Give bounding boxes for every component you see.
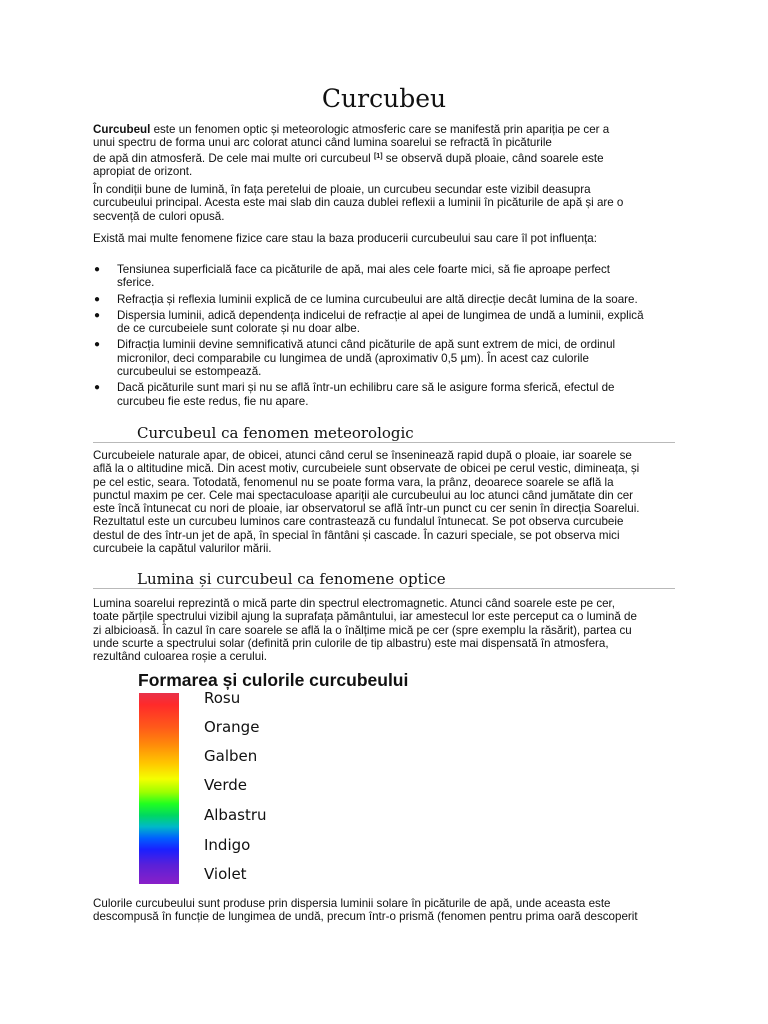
intro-paragraph-2 — [93, 183, 683, 223]
color-label-orange: Orange — [204, 718, 260, 736]
section-divider — [93, 588, 675, 589]
text-line: punctul maxim pe cer. Cele mai spectaculoase apariții ale curcubeului au loc atunci când jumătate din cer — [93, 488, 634, 502]
text-line: Curcubeiele naturale apar, de obicei, atunci când cerul se înseninează rapid după o ploaie, iar soarele se — [93, 449, 632, 462]
list-item: ● Refracția și reflexia luminii explică de ce lumina curcubeului are altă direcție decât lumina de la soare. — [94, 292, 638, 306]
text-line: curcubeie la capătul valurilor mării. — [93, 542, 272, 556]
list-item: ● Tensiunea superficială face ca picăturile de apă, mai ales cele foarte mici, să fie aproape perfect sferice. — [94, 263, 611, 290]
color-label-yellow: Galben — [204, 747, 258, 765]
color-label-blue: Albastru — [204, 806, 267, 824]
list-item: ● Dacă picăturile sunt mari și nu se află într-un echilibru care să le asigure forma sferică, efectul de curcubeu fie este redus, fie nu apare. — [94, 381, 615, 408]
bold-term: Curcubeul — [93, 123, 151, 136]
page-title: Curcubeu — [321, 84, 447, 113]
bullet-icon: ● — [94, 264, 101, 275]
text-line: În condiții bune de lumină, în fața peretelui de ploaie, un curcubeu secundar este vizibil deasupra — [93, 183, 591, 196]
text-line: Rezultatul este un curcubeu luminos care contrastează cu fundalul întunecat. Se pot observa curcubeie — [93, 515, 624, 529]
section-heading-optice: Lumina și curcubeul ca fenomene optice — [137, 570, 446, 588]
spectrum-bar — [139, 693, 179, 884]
text-line: află la o altitudine mică. Din acest motiv, curcubeiele sunt observate de obicei pe cerul vestic, dimineața, și — [93, 462, 640, 476]
text-line: este încă întunecat cu nori de ploaie, iar observatorul se află într-un punct cu cer senin în direcția Soarelui. — [93, 502, 640, 516]
reference-link[interactable]: [1] — [373, 152, 383, 160]
bullet-icon: ● — [94, 293, 101, 305]
intro-paragraph-1 — [93, 123, 683, 178]
bullet-icon: ● — [94, 339, 101, 351]
text-line: Lumina soarelui reprezintă o mică parte din spectrul electromagnetic. Atunci când soarele este pe cer, — [93, 597, 616, 610]
optice-paragraph — [93, 597, 683, 663]
text-line: rezultând culoarea roșie a cerului. — [93, 650, 268, 664]
text-line: unui spectru de forma unui arc colorat atunci când lumina soarelui se refractă în picăturile — [93, 136, 552, 150]
text-line: toate părțile spectrului vizibil ajung la suprafața pământului, iar amestecul lor este perceput ca o lumină de — [93, 610, 637, 624]
text-line: descompusă în funcție de lungimea de undă, precum într-o prismă (fenomen pentru prima oară descoperit — [93, 910, 638, 924]
bullet-icon: ● — [94, 382, 101, 394]
closing-paragraph — [93, 897, 683, 924]
meteorologic-paragraph — [93, 449, 683, 555]
color-label-red: Rosu — [204, 689, 241, 707]
text-line: zi albicioasă. În cazul în care soarele se află la o înălțime mică pe cer (spre exemplu la răsărit), partea cu — [93, 623, 632, 637]
text-line: secvență de culori opusă. — [93, 209, 225, 223]
section-divider — [93, 442, 675, 443]
text-line: apropiat de orizont. — [93, 164, 193, 178]
color-label-violet: Violet — [204, 865, 247, 883]
text-line: destul de des într-un jet de apă, în special în fântâni și cascade. În cazuri speciale, se pot observa mici — [93, 528, 620, 542]
section-heading-meteorologic: Curcubeul ca fenomen meteorologic — [137, 424, 414, 442]
text-line: curcubeului principal. Acesta este mai slab din cauza dublei reflexii a luminii în picăturile de apă și are o — [93, 196, 624, 210]
text-line: unde scurte a spectrului solar (definită prin culorile de tip albastru) este mai dispensată în atmosfera, — [93, 636, 609, 650]
list-item: ● Difracția luminii devine semnificativă atunci când picăturile de apă sunt extrem de mici, de ordinul micronilor, deci comparabile cu lungimea de undă (aproximativ 0,5 µm). În acest caz culorile curcubeului se estompează. — [94, 338, 616, 379]
text-line: pe cel estic, seara. Totodată, fenomenul nu se poate forma vara, la prânz, deoarece soarele se află la — [93, 475, 614, 489]
text-line: Curcubeul este un fenomen optic și meteorologic atmosferic care se manifestă prin apariția pe cer a — [93, 123, 610, 136]
color-label-green: Verde — [204, 776, 247, 794]
list-item: ● Dispersia luminii, adică dependența indicelui de refracție al apei de lungimea de undă a luminii, explică de ce curcubeiele sunt colorate și nu doar albe. — [94, 308, 644, 336]
text-line: de apă din atmosferă. De cele mai multe ori curcubeul [1] se observă după ploaie, când soarele este — [93, 151, 604, 165]
text-line: Culorile curcubeului sunt produse prin dispersia luminii solare în picăturile de apă, unde aceasta este — [93, 897, 611, 910]
bullet-icon: ● — [94, 309, 101, 321]
figure-title: Formarea și culorile curcubeului — [138, 670, 409, 690]
color-label-indigo: Indigo — [204, 836, 251, 854]
intro-paragraph-3 — [93, 232, 683, 245]
phenomena-list — [93, 263, 683, 411]
text-line: Există mai multe fenomene fizice care stau la baza producerii curcubeului sau care îl pot influența: — [93, 232, 597, 245]
